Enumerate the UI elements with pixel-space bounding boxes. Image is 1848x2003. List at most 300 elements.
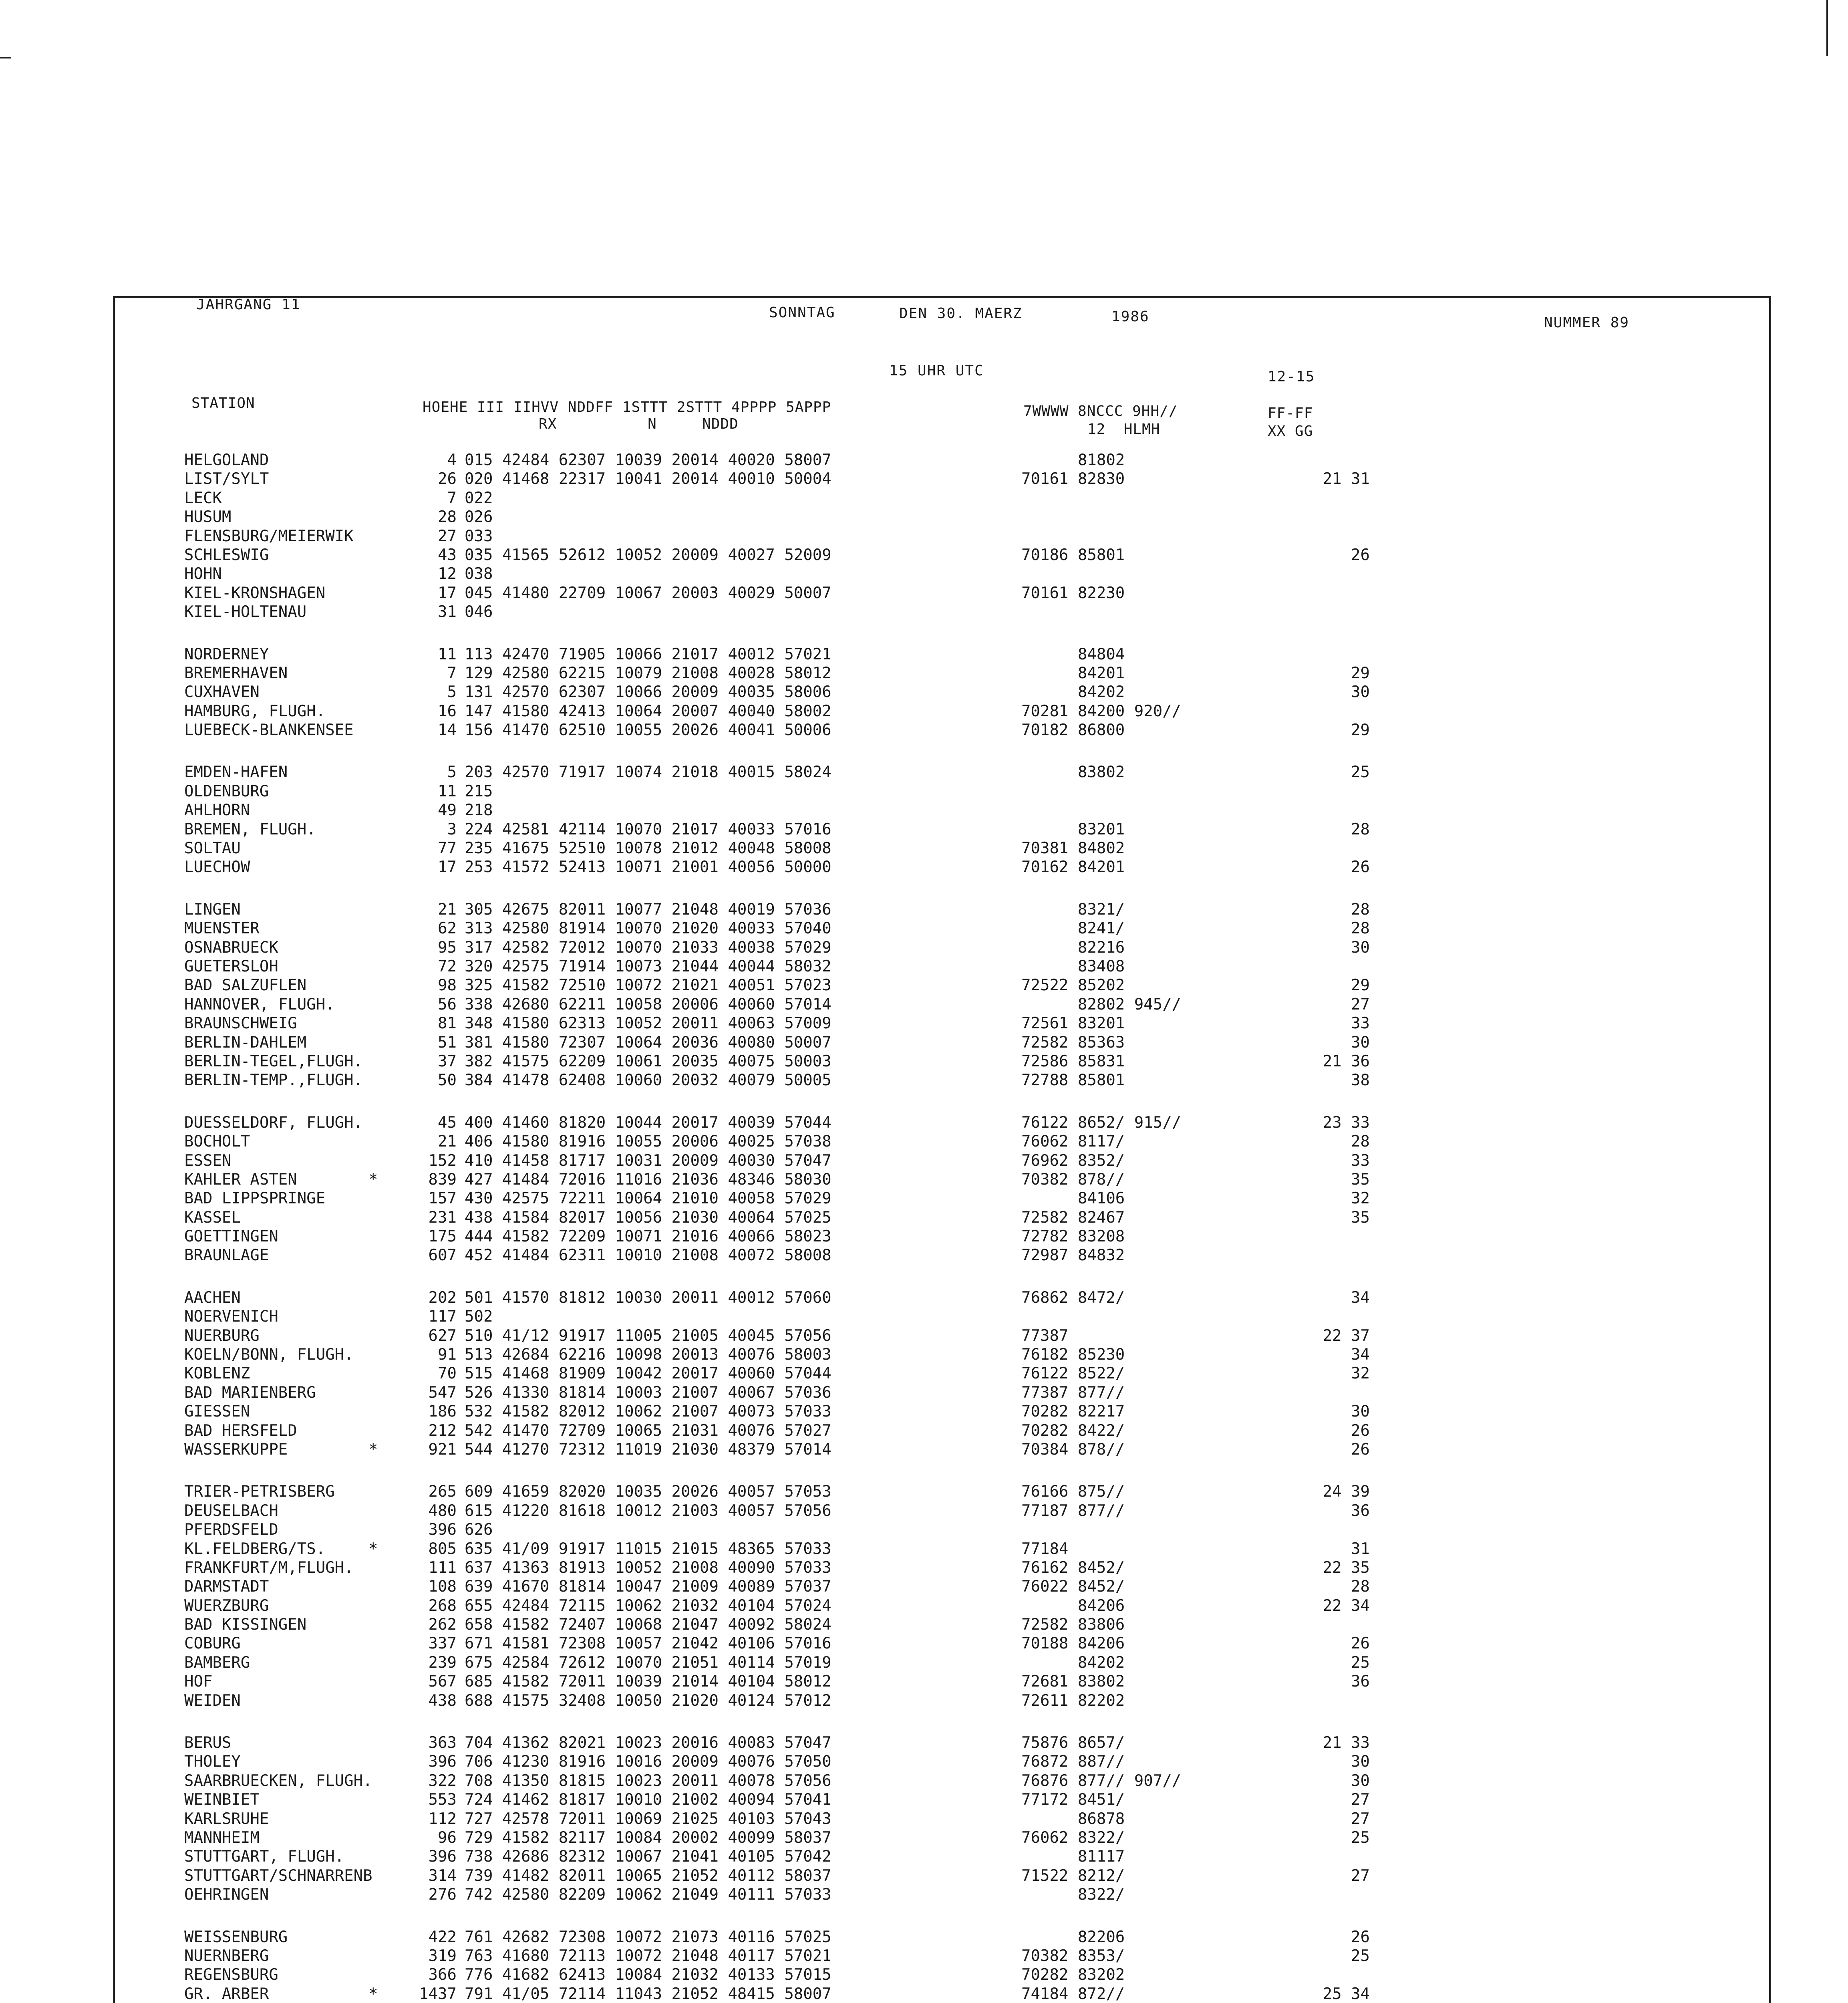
station-height: 5	[447, 763, 457, 782]
station-height: 70	[438, 1364, 457, 1383]
station-row	[184, 1071, 1746, 1090]
synop-codes: 738 42686 82312 10067 21041 40105 57042	[465, 1848, 831, 1866]
weather-codes: 83802	[1021, 763, 1125, 782]
gust-values: 31	[1351, 1540, 1370, 1558]
station-row	[184, 782, 1746, 801]
station-row	[184, 1847, 1746, 1866]
weather-codes: 70182 86800	[1021, 721, 1125, 740]
station-row	[184, 1151, 1746, 1170]
synop-codes: 235 41675 52510 10078 21012 40048 58008	[465, 839, 831, 858]
gust-values: 28	[1351, 1132, 1370, 1151]
gust-values: 26	[1351, 858, 1370, 877]
station-row	[184, 1189, 1746, 1208]
station-name: STUTTGART/SCHNARRENB	[184, 1866, 372, 1885]
station-name: KIEL-HOLTENAU	[184, 603, 307, 621]
weather-codes: 70282 8422/	[1021, 1421, 1125, 1440]
station-name: KIEL-KRONSHAGEN	[184, 584, 326, 602]
station-name: WEINBIET	[184, 1791, 260, 1809]
weather-codes: 76166 875//	[1021, 1483, 1125, 1501]
weather-codes: 75876 8657/	[1021, 1734, 1125, 1752]
gust-values: 32	[1351, 1189, 1370, 1208]
synop-codes: 542 41470 72709 10065 21031 40076 57027	[465, 1421, 831, 1440]
weather-codes: 71522 8212/	[1021, 1866, 1125, 1885]
station-name: GR. ARBER	[184, 1985, 269, 2003]
station-name: BERLIN-DAHLEM	[184, 1033, 307, 1052]
station-height: 262	[428, 1616, 457, 1634]
gust-values: 34	[1351, 1346, 1370, 1364]
weather-codes: 84202	[1021, 683, 1125, 701]
issue-number: NUMMER 89	[1544, 314, 1630, 331]
station-height: 11	[438, 782, 457, 800]
gust-values: 32	[1351, 1364, 1370, 1383]
synop-codes: 406 41580 81916 10055 20006 40025 57038	[465, 1132, 831, 1151]
weather-codes: 77172 8451/	[1021, 1791, 1125, 1809]
station-height: 627	[428, 1326, 457, 1345]
station-height: 62	[438, 919, 457, 938]
weather-columns-header: 7WWWW 8NCCC 9HH//	[1023, 403, 1178, 419]
gust-values: 30	[1351, 1403, 1370, 1421]
station-group	[184, 1113, 1746, 1265]
gust-values: 33	[1351, 1014, 1370, 1033]
gust-values: 27	[1351, 1791, 1370, 1809]
synop-codes: 253 41572 52413 10071 21001 40056 50000	[465, 858, 831, 877]
station-height: 337	[428, 1634, 457, 1653]
station-height: 396	[428, 1753, 457, 1771]
weather-codes: 70282 83202	[1021, 1966, 1125, 1984]
synop-codes: 400 41460 81820 10044 20017 40039 57044	[465, 1113, 831, 1132]
weather-codes: 76122 8522/	[1021, 1364, 1125, 1383]
station-name: BAD SALZUFLEN	[184, 976, 307, 995]
station-height: 231	[428, 1208, 457, 1227]
station-name: DEUSELBACH	[184, 1501, 278, 1520]
synop-codes: 658 41582 72407 10068 21047 40092 58024	[465, 1616, 831, 1634]
station-row	[184, 1691, 1746, 1710]
gust-values: 26	[1351, 1440, 1370, 1459]
station-name: SCHLESWIG	[184, 546, 269, 564]
station-row	[184, 1985, 1746, 2003]
station-name: GOETTINGEN	[184, 1227, 278, 1246]
station-row	[184, 1771, 1746, 1790]
station-height: 45	[438, 1113, 457, 1132]
gust-values: 22 34	[1323, 1596, 1370, 1615]
station-height: 157	[428, 1189, 457, 1208]
station-height: 322	[428, 1771, 457, 1790]
station-row	[184, 919, 1746, 938]
station-height: 11	[438, 645, 457, 663]
station-row	[184, 451, 1746, 470]
weather-codes: 70282 82217	[1021, 1403, 1125, 1421]
station-height: 268	[428, 1596, 457, 1615]
station-row	[184, 1482, 1746, 1501]
weather-codes: 70281 84200 920//	[1021, 702, 1182, 720]
year-label: 1986	[1111, 308, 1149, 325]
station-row	[184, 1733, 1746, 1752]
station-height: 396	[428, 1521, 457, 1539]
synop-codes: 729 41582 82117 10084 20002 40099 58037	[465, 1829, 831, 1847]
station-height: 49	[438, 801, 457, 820]
gust-values: 35	[1351, 1170, 1370, 1189]
station-row	[184, 1828, 1746, 1847]
gust-values: 21 36	[1323, 1052, 1370, 1070]
weather-codes: 77187 877//	[1021, 1501, 1125, 1520]
station-name: KOELN/BONN, FLUGH.	[184, 1346, 354, 1364]
synop-codes: 639 41670 81814 10047 21009 40089 57037	[465, 1578, 831, 1596]
station-height: 567	[428, 1673, 457, 1691]
station-row	[184, 1577, 1746, 1596]
station-row	[184, 1965, 1746, 1984]
synop-codes: 526 41330 81814 10003 21007 40067 57036	[465, 1383, 831, 1402]
station-row	[184, 976, 1746, 995]
station-name: HAMBURG, FLUGH.	[184, 702, 326, 720]
station-group	[184, 451, 1746, 622]
station-name: KAHLER ASTEN	[184, 1170, 297, 1189]
day-label: SONNTAG	[769, 304, 835, 321]
station-height: 95	[438, 938, 457, 957]
station-name: BREMEN, FLUGH.	[184, 820, 316, 838]
station-name: MUENSTER	[184, 919, 260, 938]
gust-values: 29	[1351, 976, 1370, 995]
station-name: TRIER-PETRISBERG	[184, 1483, 335, 1501]
synop-codes: 510 41/12 91917 11005 21005 40045 57056	[465, 1326, 831, 1345]
station-row	[184, 938, 1746, 957]
synop-codes: 381 41580 72307 10064 20036 40080 50007	[465, 1033, 831, 1052]
station-row	[184, 1326, 1746, 1345]
synop-codes: 452 41484 62311 10010 21008 40072 58008	[465, 1246, 831, 1265]
gust-values: 25	[1351, 763, 1370, 782]
synop-codes: 724 41462 81817 10010 21002 40094 57041	[465, 1791, 831, 1809]
weather-codes: 76122 8652/ 915//	[1021, 1113, 1182, 1132]
gust-values: 28	[1351, 820, 1370, 838]
gust-values: 30	[1351, 1753, 1370, 1771]
weather-codes: 84206	[1021, 1596, 1125, 1615]
station-height: 921	[428, 1440, 457, 1459]
station-height: 81	[438, 1014, 457, 1033]
station-row	[184, 1866, 1746, 1885]
station-row	[184, 957, 1746, 976]
gust-values: 30	[1351, 938, 1370, 957]
gust-values: 27	[1351, 995, 1370, 1014]
station-height: 276	[428, 1886, 457, 1904]
weather-codes: 8241/	[1021, 919, 1125, 938]
margin-tick	[0, 57, 11, 58]
station-group	[184, 645, 1746, 740]
weather-codes: 72788 85801	[1021, 1071, 1125, 1090]
weather-codes: 76962 8352/	[1021, 1151, 1125, 1170]
station-name: WEIDEN	[184, 1691, 241, 1710]
weather-codes: 8321/	[1021, 900, 1125, 919]
station-name: DUESSELDORF, FLUGH.	[184, 1113, 363, 1132]
station-group	[184, 900, 1746, 1090]
gust-values: 21 33	[1323, 1734, 1370, 1752]
synop-codes: 147 41580 42413 10064 20007 40040 58002	[465, 702, 831, 720]
gust-values: 28	[1351, 1578, 1370, 1596]
station-name: EMDEN-HAFEN	[184, 763, 288, 782]
weather-codes: 72582 83806	[1021, 1616, 1125, 1634]
station-row	[184, 702, 1746, 721]
synop-codes: 609 41659 82020 10035 20026 40057 57053	[465, 1483, 831, 1501]
station-row	[184, 1307, 1746, 1326]
synop-codes: 671 41581 72308 10057 21042 40106 57016	[465, 1634, 831, 1653]
synop-codes: 688 41575 32408 10050 21020 40124 57012	[465, 1691, 831, 1710]
station-height: 56	[438, 995, 457, 1014]
gust-values: 25	[1351, 1653, 1370, 1672]
station-height: 28	[438, 508, 457, 526]
station-row	[184, 645, 1746, 664]
weather-columns-subheader: 12 HLMH	[1087, 421, 1160, 437]
mountain-marker: *	[368, 1170, 378, 1189]
gust-values: 26	[1351, 1634, 1370, 1653]
station-row	[184, 1520, 1746, 1539]
station-name: LIST/SYLT	[184, 470, 269, 488]
station-row	[184, 1947, 1746, 1965]
station-name: LUECHOW	[184, 858, 250, 877]
station-height: 607	[428, 1246, 457, 1265]
station-row	[184, 1653, 1746, 1672]
gust-values: 28	[1351, 900, 1370, 919]
station-name: BRAUNSCHWEIG	[184, 1014, 297, 1033]
station-name: BREMERHAVEN	[184, 664, 288, 682]
station-name: WEISSENBURG	[184, 1928, 288, 1946]
weather-codes: 84201	[1021, 664, 1125, 682]
weather-codes: 72582 82467	[1021, 1208, 1125, 1227]
station-group	[184, 1928, 1746, 2003]
station-height: 839	[428, 1170, 457, 1189]
synop-codes: 203 42570 71917 10074 21018 40015 58024	[465, 763, 831, 782]
station-name: STUTTGART, FLUGH.	[184, 1848, 344, 1866]
station-row	[184, 1227, 1746, 1246]
station-height: 3	[447, 820, 457, 838]
weather-codes: 70384 878//	[1021, 1440, 1125, 1459]
synop-codes: 129 42580 62215 10079 21008 40028 58012	[465, 664, 831, 682]
gust-values: 23 33	[1323, 1113, 1370, 1132]
station-height: 21	[438, 1132, 457, 1151]
synop-codes: 708 41350 81815 10023 20011 40078 57056	[465, 1771, 831, 1790]
weather-codes: 76062 8117/	[1021, 1132, 1125, 1151]
gust-values: 25	[1351, 1947, 1370, 1965]
gust-values: 28	[1351, 919, 1370, 938]
synop-codes: 637 41363 81913 10052 21008 40090 57033	[465, 1558, 831, 1577]
station-row	[184, 763, 1746, 782]
synop-codes: 502	[465, 1308, 493, 1326]
station-row	[184, 1421, 1746, 1440]
synop-codes: 317 42582 72012 10070 21033 40038 57029	[465, 938, 831, 957]
station-height: 5	[447, 683, 457, 701]
weather-codes: 70382 8353/	[1021, 1947, 1125, 1965]
station-height: 480	[428, 1501, 457, 1520]
synop-codes: 685 41582 72011 10039 21014 40104 58012	[465, 1673, 831, 1691]
synop-codes: 338 42680 62211 10058 20006 40060 57014	[465, 995, 831, 1014]
synop-codes: 532 41582 82012 10062 21007 40073 57033	[465, 1403, 831, 1421]
synop-codes: 515 41468 81909 10042 20017 40060 57044	[465, 1364, 831, 1383]
station-height: 438	[428, 1691, 457, 1710]
synop-codes: 739 41482 82011 10065 21052 40112 58037	[465, 1866, 831, 1885]
station-name: ESSEN	[184, 1151, 232, 1170]
station-row	[184, 1132, 1746, 1151]
station-name: MANNHEIM	[184, 1829, 260, 1847]
station-height: 72	[438, 957, 457, 975]
gust-values: 25	[1351, 1829, 1370, 1847]
synop-codes: 045 41480 22709 10067 20003 40029 50007	[465, 584, 831, 602]
station-name: KARLSRUHE	[184, 1810, 269, 1828]
station-height: 21	[438, 900, 457, 919]
station-name: HOF	[184, 1673, 213, 1691]
gust-values: 22 35	[1323, 1558, 1370, 1577]
station-row	[184, 1810, 1746, 1828]
station-name: OEHRINGEN	[184, 1886, 269, 1904]
synop-codes: 635 41/09 91917 11015 21015 48365 57033	[465, 1540, 831, 1558]
station-row	[184, 508, 1746, 526]
gust-values: 29	[1351, 664, 1370, 682]
station-height: 96	[438, 1829, 457, 1847]
weather-codes: 70161 82230	[1021, 584, 1125, 602]
station-row	[184, 664, 1746, 683]
weather-codes: 72681 83802	[1021, 1673, 1125, 1691]
weather-codes: 70188 84206	[1021, 1634, 1125, 1653]
weather-codes: 77184	[1021, 1540, 1069, 1558]
weather-codes: 72782 83208	[1021, 1227, 1125, 1246]
weather-codes: 83408	[1021, 957, 1125, 975]
station-height: 77	[438, 839, 457, 858]
station-row	[184, 1596, 1746, 1615]
station-row	[184, 801, 1746, 820]
gust-values: 36	[1351, 1673, 1370, 1691]
mountain-marker: *	[368, 1985, 378, 2003]
synop-codes: 742 42580 82209 10062 21049 40111 57033	[465, 1886, 831, 1904]
synop-codes: 410 41458 81717 10031 20009 40030 57047	[465, 1151, 831, 1170]
weather-codes: 83201	[1021, 820, 1125, 838]
synop-codes: 305 42675 82011 10077 21048 40019 57036	[465, 900, 831, 919]
station-table	[184, 451, 1746, 2003]
station-row	[184, 900, 1746, 919]
code-columns-subheader: RX N NDDD	[539, 416, 739, 432]
weather-codes: 82206	[1021, 1928, 1125, 1946]
synop-codes: 501 41570 81812 10030 20011 40012 57060	[465, 1288, 831, 1307]
gust-values: 30	[1351, 683, 1370, 701]
station-row	[184, 564, 1746, 583]
station-row	[184, 1558, 1746, 1577]
corner-mark	[1826, 0, 1828, 56]
weather-codes: 70161 82830	[1021, 470, 1125, 488]
station-row	[184, 1790, 1746, 1809]
station-name: BAD HERSFELD	[184, 1421, 297, 1440]
station-row	[184, 1383, 1746, 1402]
station-row	[184, 1113, 1746, 1132]
synop-codes: 382 41575 62209 10061 20035 40075 50003	[465, 1052, 831, 1070]
station-row	[184, 1672, 1746, 1691]
station-name: BERUS	[184, 1734, 232, 1752]
station-name: LECK	[184, 489, 222, 507]
weather-codes: 8322/	[1021, 1886, 1125, 1904]
station-name: OSNABRUECK	[184, 938, 278, 957]
weather-codes: 76162 8452/	[1021, 1558, 1125, 1577]
station-row	[184, 1052, 1746, 1071]
gust-values: 38	[1351, 1071, 1370, 1090]
weather-codes: 84106	[1021, 1189, 1125, 1208]
station-row	[184, 721, 1746, 740]
station-name: BAMBERG	[184, 1653, 250, 1672]
station-height: 37	[438, 1052, 457, 1070]
gust-values: 25 34	[1323, 1985, 1370, 2003]
station-name: WUERZBURG	[184, 1596, 269, 1615]
synop-codes: 026	[465, 508, 493, 526]
station-row	[184, 546, 1746, 564]
station-name: HOHN	[184, 565, 222, 583]
station-name: BAD MARIENBERG	[184, 1383, 316, 1402]
station-row	[184, 839, 1746, 858]
synop-codes: 046	[465, 603, 493, 621]
gust-values: 22 37	[1323, 1326, 1370, 1345]
station-row	[184, 584, 1746, 603]
synop-codes: 544 41270 72312 11019 21030 48379 57014	[465, 1440, 831, 1459]
station-name: KOBLENZ	[184, 1364, 250, 1383]
station-group	[184, 1733, 1746, 1904]
synop-codes: 704 41362 82021 10023 20016 40083 57047	[465, 1734, 831, 1752]
synop-codes: 655 42484 72115 10062 21032 40104 57024	[465, 1596, 831, 1615]
synop-codes: 427 41484 72016 11016 21036 48346 58030	[465, 1170, 831, 1189]
weather-codes: 77387 877//	[1021, 1383, 1125, 1402]
station-name: HANNOVER, FLUGH.	[184, 995, 335, 1014]
station-name: CUXHAVEN	[184, 683, 260, 701]
station-height: 547	[428, 1383, 457, 1402]
station-height: 175	[428, 1227, 457, 1246]
station-row	[184, 1752, 1746, 1771]
synop-codes: 035 41565 52612 10052 20009 40027 52009	[465, 546, 831, 564]
station-height: 422	[428, 1928, 457, 1946]
weather-codes: 70162 84201	[1021, 858, 1125, 877]
station-height: 7	[447, 664, 457, 682]
station-height: 43	[438, 546, 457, 564]
weather-codes: 72611 82202	[1021, 1691, 1125, 1710]
station-height: 31	[438, 603, 457, 621]
station-height: 108	[428, 1578, 457, 1596]
gust-column-subheader: XX GG	[1268, 423, 1313, 439]
station-group	[184, 763, 1746, 877]
station-name: GIESSEN	[184, 1403, 250, 1421]
weather-codes: 74184 872//	[1021, 1985, 1125, 2003]
station-name: WASSERKUPPE	[184, 1440, 288, 1459]
gust-values: 29	[1351, 721, 1370, 740]
station-height: 98	[438, 976, 457, 995]
station-row	[184, 858, 1746, 877]
gust-values: 27	[1351, 1810, 1370, 1828]
weather-codes: 70381 84802	[1021, 839, 1125, 858]
synop-codes: 615 41220 81618 10012 21003 40057 57056	[465, 1501, 831, 1520]
station-height: 27	[438, 527, 457, 545]
station-height: 14	[438, 721, 457, 740]
station-height: 4	[447, 451, 457, 469]
gust-values: 30	[1351, 1771, 1370, 1790]
station-name: AACHEN	[184, 1288, 241, 1307]
station-height: 553	[428, 1791, 457, 1809]
synop-codes: 791 41/05 72114 11043 21052 48415 58007	[465, 1985, 831, 2003]
synop-codes: 033	[465, 527, 493, 545]
weather-codes: 72987 84832	[1021, 1246, 1125, 1265]
synop-codes: 131 42570 62307 10066 20009 40035 58006	[465, 683, 831, 701]
gust-values: 33	[1351, 1151, 1370, 1170]
station-name: KL.FELDBERG/TS.	[184, 1540, 326, 1558]
weather-codes: 76862 8472/	[1021, 1288, 1125, 1307]
station-row	[184, 1885, 1746, 1904]
station-name: NORDERNEY	[184, 645, 269, 663]
station-column-header: STATION	[191, 395, 255, 411]
station-name: KASSEL	[184, 1208, 241, 1227]
gust-values: 26	[1351, 1421, 1370, 1440]
station-row	[184, 489, 1746, 508]
station-row	[184, 603, 1746, 621]
synop-codes: 513 42684 62216 10098 20013 40076 58003	[465, 1346, 831, 1364]
station-height: 212	[428, 1421, 457, 1440]
station-name: DARMSTADT	[184, 1578, 269, 1596]
